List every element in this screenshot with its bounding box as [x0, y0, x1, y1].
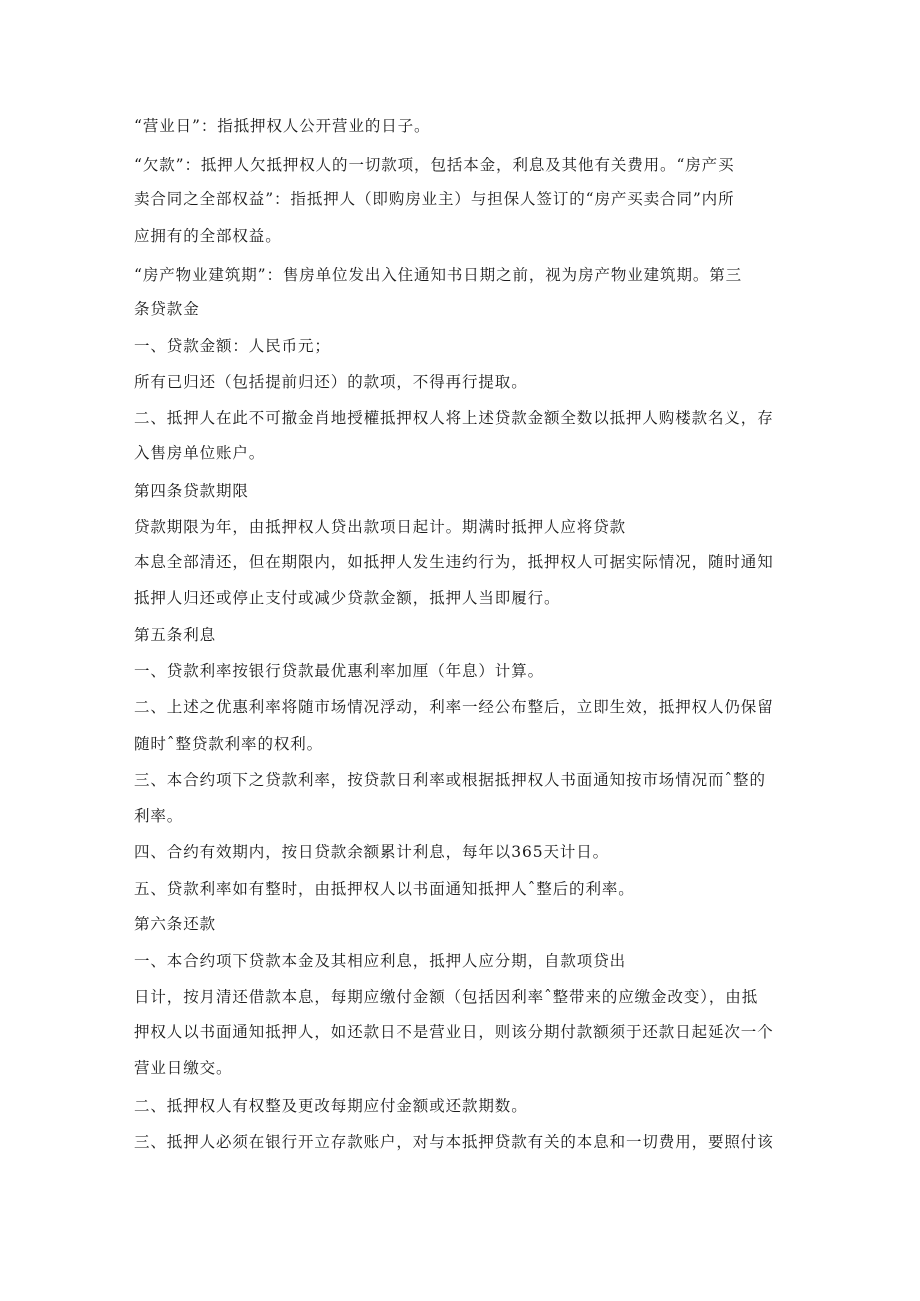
clause-line: 五、贷款利率如有整时，由抵押权人以书面通知抵押人ˆ整后的利率。: [134, 880, 635, 898]
clause-line: 入售房单位账户。: [134, 444, 266, 462]
clause-line: 三、本合约项下之贷款利率，按贷款日利率或根据抵押权人书面通知按市场情况而ˆ整的: [134, 771, 766, 789]
clause-line: 四、合约有效期内，按日贷款余额累计利息，每年以365天计日。: [134, 843, 610, 861]
clause-line: 所有已归还（包括提前归还）的款项，不得再行提取。: [134, 373, 528, 391]
section-heading: 第五条利息: [134, 626, 217, 644]
clause-line: 应拥有的全部权益。: [134, 227, 282, 245]
clause-line: 押权人以书面通知抵押人，如还款日不是营业日，则该分期付款额须于还款日起延次一个: [134, 1023, 774, 1041]
clause-line: 营业日缴交。: [134, 1059, 233, 1077]
clause-line: 利率。: [134, 807, 184, 825]
clause-line: 三、抵押人必须在银行开立存款账户，对与本抵押贷款有关的本息和一切费用，要照付该: [134, 1133, 774, 1151]
clause-line: 随时ˆ整贷款利率的权利。: [134, 735, 324, 753]
clause-line: 卖合同之全部权益”：指抵押人（即购房业主）与担保人签订的“房产买卖合同”内所: [134, 190, 735, 208]
clause-line: 条贷款金: [134, 300, 200, 318]
clause-line: “房产物业建筑期”：售房单位发出入住通知书日期之前，视为房产物业建筑期。第三: [134, 266, 743, 284]
clause-line: 一、本合约项下贷款本金及其相应利息，抵押人应分期，自款项贷出: [134, 952, 627, 970]
clause-line: 日计，按月清还借款本息，每期应缴付金额（包括因利率ˆ整带来的应缴金改变），由抵: [134, 988, 759, 1006]
clause-line: 一、贷款利率按银行贷款最优惠利率加厘（年息）计算。: [134, 662, 545, 680]
clause-line: 二、抵押人在此不可撤金肖地授權抵押权人将上述贷款金额全数以抵押人购楼款名义，存: [134, 409, 774, 427]
clause-line: “营业日”：指抵押权人公开营业的日子。: [134, 117, 431, 135]
clause-line: 本息全部清还，但在期限内，如抵押人发生违约行为，抵押权人可据实际情况，随时通知: [134, 553, 774, 571]
clause-line: 二、上述之优惠利率将随市场情况浮动，利率一经公布整后，立即生效，抵押权人仍保留: [134, 698, 774, 716]
clause-line: “欠款”：抵押人欠抵押权人的一切款项，包括本金，利息及其他有关费用。“房产买: [134, 156, 735, 174]
clause-line: 二、抵押权人有权整及更改每期应付金额或还款期数。: [134, 1097, 528, 1115]
section-heading: 第四条贷款期限: [134, 482, 249, 500]
clause-line: 一、贷款金额：人民币元；: [134, 337, 331, 355]
section-heading: 第六条还款: [134, 915, 217, 933]
clause-line: 贷款期限为年，由抵押权人贷出款项日起计。期满时抵押人应将贷款: [134, 518, 627, 536]
clause-line: 抵押人归还或停止支付或减少贷款金额，抵押人当即履行。: [134, 589, 561, 607]
